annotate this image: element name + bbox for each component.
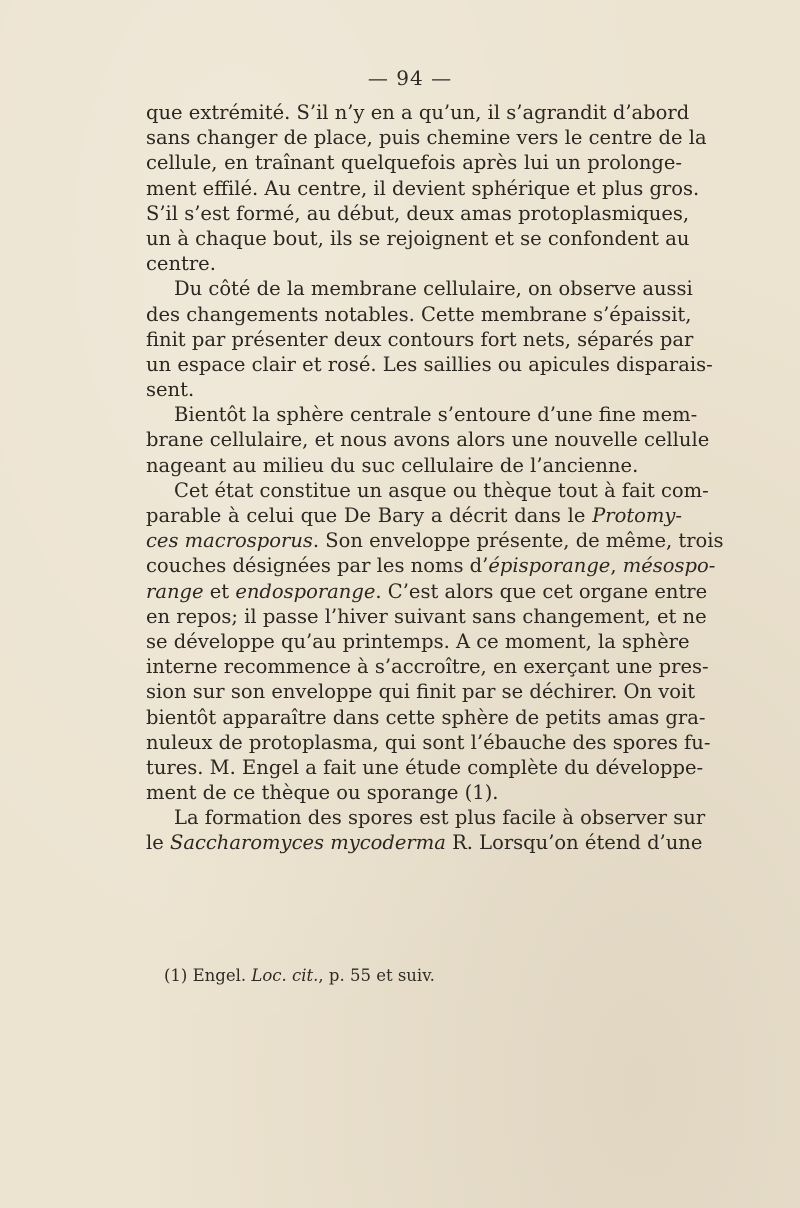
- footnote-reference: Loc. cit.: [251, 966, 319, 985]
- text-line: sent.: [146, 378, 195, 402]
- text-line: sans changer de place, puis chemine vers le centre de la: [146, 126, 707, 150]
- text-line: finit par présenter deux contours fort nets, séparés par: [146, 327, 694, 351]
- italic-run: range: [146, 579, 204, 603]
- text-run: R. Lorsqu’on étend d’une: [445, 831, 703, 855]
- text-line: des changements notables. Cette membrane s’épaissit,: [146, 302, 692, 326]
- text-line: S’il s’est formé, au début, deux amas protoplasmiques,: [146, 201, 690, 225]
- text-run: . C’est alors que cet organe entre: [375, 579, 708, 603]
- italic-run: Protomy-: [592, 504, 682, 527]
- text-line: en repos; il passe l’hiver suivant sans changement, et ne: [146, 604, 707, 628]
- text-line: Cet état constitue un asque ou thèque tout à fait com-: [174, 478, 709, 502]
- text-run: ,: [610, 554, 623, 578]
- text-line: Du côté de la membrane cellulaire, on observe aussi: [174, 277, 693, 301]
- text-line: brane cellulaire, et nous avons alors une nouvelle cellule: [146, 428, 710, 452]
- footnote-number: (1) Engel.: [164, 966, 252, 985]
- text-line: bientôt apparaître dans cette sphère de petits amas gra-: [146, 705, 706, 729]
- text-line: interne recommence à s’accroître, en exerçant une pres-: [146, 655, 709, 679]
- text-run: le: [146, 831, 170, 855]
- footnote-text: , p. 55 et suiv.: [318, 966, 435, 985]
- text-line: [146, 830, 703, 855]
- text-run: . Son enveloppe présente, de même, trois: [312, 529, 724, 553]
- italic-run: épisporange: [488, 554, 611, 578]
- text-line: nuleux de protoplasma, qui sont l’ébauche des spores fu-: [146, 730, 711, 754]
- footnote: [164, 966, 435, 985]
- text-line: [146, 528, 724, 553]
- text-line: [146, 579, 708, 604]
- text-run: couches désignées par les noms d’: [146, 554, 489, 578]
- body-text: [146, 100, 724, 856]
- text-run: et: [203, 579, 236, 603]
- text-line: La formation des spores est plus facile à observer sur: [174, 806, 706, 830]
- text-line: que extrémité. S’il n’y en a qu’un, il s’agrandit d’abord: [146, 101, 690, 124]
- text-line: ment effilé. Au centre, il devient sphérique et plus gros.: [146, 176, 700, 200]
- page-number: — 94 —: [367, 66, 453, 90]
- italic-run: ces macrosporus: [146, 529, 313, 553]
- italic-run: mésospo-: [622, 554, 716, 578]
- text-line: Bientôt la sphère centrale s’entoure d’une fine mem-: [174, 403, 698, 427]
- italic-run: endosporange: [235, 579, 376, 603]
- text-line: se développe qu’au printemps. A ce moment, la sphère: [146, 629, 690, 653]
- text-line: ment de ce thèque ou sporange (1).: [146, 781, 499, 805]
- text-line: nageant au milieu du suc cellulaire de l’ancienne.: [146, 453, 639, 477]
- text-line: tures. M. Engel a fait une étude complète du développe-: [146, 755, 704, 779]
- text-line: un à chaque bout, ils se rejoignent et se confondent au: [146, 226, 690, 250]
- text-line: centre.: [146, 252, 216, 276]
- italic-run: Saccharomyces mycoderma: [169, 831, 446, 855]
- text-line: [146, 503, 682, 528]
- text-line: sion sur son enveloppe qui finit par se déchirer. On voit: [146, 680, 696, 704]
- text-line: [146, 553, 716, 578]
- text-line: cellule, en traînant quelquefois après lui un prolonge-: [146, 151, 682, 175]
- text-run: parable à celui que De Bary a décrit dans le: [146, 504, 593, 527]
- text-line: un espace clair et rosé. Les saillies ou apicules disparais-: [146, 352, 713, 376]
